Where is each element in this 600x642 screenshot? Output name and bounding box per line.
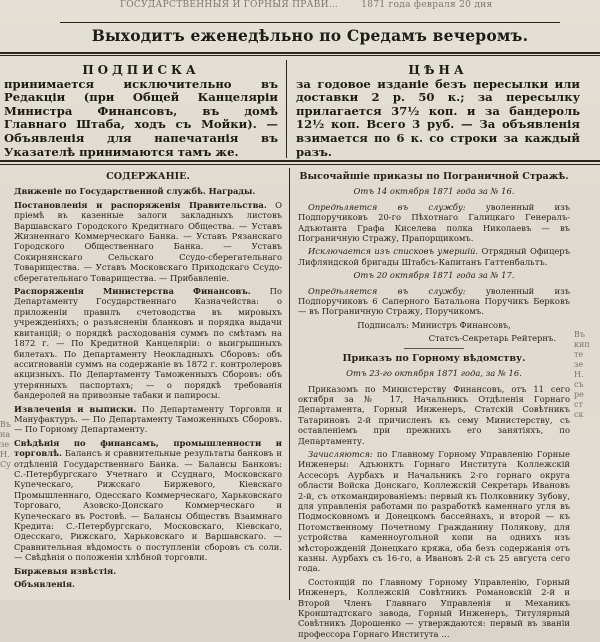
section-separator (404, 348, 464, 349)
contents-item (14, 200, 282, 283)
order-text: уволенный изъ Подпоручиковъ 6 Саперного Батальона Поручикъ Берковъ — въ Пограничную Стражу, Поручикомъ. (298, 285, 571, 317)
right-edge-word: те (574, 350, 584, 359)
right-edge-word: ре (574, 390, 584, 399)
order-text: уволенный изъ Подпоручиковъ 20-го Пѣхотнаго Галицкаго Генералъ-Адъютанта Графа Киселева полка Николаевъ — въ Пограничную Стражу, Прапорщикомъ. (298, 201, 571, 244)
order-paragraph (298, 286, 570, 317)
contents-item-head: Свѣдѣнія по финансамъ, промышленности и торговлѣ. (14, 437, 282, 459)
subscription-divider (286, 60, 287, 158)
order-signature-2: Статсъ-Секретарь Рейтернъ. (428, 333, 556, 344)
contents-item-text: Балансъ и сравнительные результаты банковъ и отдѣленій Государственнаго Банка. — Балансы Банковъ: С.-Петербургскаго Учетнаго и Ссуднаго, Московскаго Купеческаго, Рижскаго Биржевого, Кіевскаго Промышленнаго, Одесскаго Коммерческаго, Харьковскаго Торговаго, Азовско-Донскаго Коммерческаго и Купеческаго въ Ростовѣ. — Балансы Обществъ Взаимнаго Кредита: С.-Петербургскаго, Московскаго, Кіевскаго, Одесскаго, Рижскаго, Харьковскаго и Варшавскаго. — Сравнительная вѣдомость о поступленіи сборовъ съ соли. — Свѣдѣнія о положеніи хлѣбной торговли. (14, 448, 282, 563)
right-edge-word: Н. (574, 370, 584, 379)
order-label: Зачисляются: (308, 448, 373, 459)
orders-mining-title: Приказъ по Горному вѣдомству. (342, 352, 526, 364)
left-edge-bleed (0, 420, 12, 470)
right-edge-word: съ (574, 380, 584, 389)
order-paragraph (298, 449, 570, 574)
order-label: Опредѣляется въ службу: (308, 201, 466, 212)
order-date-2: Отъ 20 октября 1871 года за № 17. (353, 270, 515, 281)
right-edge-word: кип (574, 340, 590, 349)
left-edge-word: на (0, 430, 11, 439)
contents-item (14, 404, 282, 435)
contents-item-head: Движеніе по Государственной службѣ. Награды. (14, 186, 256, 197)
order-paragraph (298, 246, 570, 267)
header-bottom-rule (0, 160, 600, 162)
price-text: за годовое изданіе безъ пересылки или доставки 2 р. 50 к.; за пересылку прилагается 37½ коп. и за бандероль 12½ коп. Всего 3 руб. — За объявленія взимается по 6 к. со строки за каждый разъ. (296, 76, 580, 159)
top-strip-bleedthrough (120, 0, 540, 22)
right-edge-word: Въ (574, 330, 585, 339)
contents-item-head: Распоряженія Министерства Финансовъ. (14, 286, 251, 297)
order-paragraph: Приказомъ по Министерству Финансовъ, отъ 11 сего октября за № 17, Начальникъ Отдѣленія Горнаго Департамента, Горный Инженеръ, Статскій Совѣтникъ Татариновъ 2-й причисленъ къ сему Министерству, съ оставленіемъ при прежнихъ его занятіяхъ, по Департаменту. (298, 383, 570, 446)
column-divider (289, 168, 290, 600)
contents-column (14, 170, 282, 592)
masthead-bottom-rule-thin (0, 55, 600, 56)
contents-item (14, 186, 282, 196)
order-date-1: Отъ 14 октября 1871 года за № 16. (353, 186, 515, 197)
price-block (296, 64, 580, 159)
left-edge-word: Н. (0, 450, 10, 459)
orders-border-guard-title: Высочайшіе приказы по Пограничной Стражѣ. (299, 171, 569, 182)
order-signature-1: Подписалъ: Министръ Финансовъ, (357, 319, 511, 330)
orders-column (298, 170, 570, 642)
contents-item-text: О пріемѣ въ казенные залоги закладныхъ листовъ Варшавскаго Городского Кредитнаго Общества. — Уставъ Жизненнаго Коммерческаго Банка. — Уставъ Рязанскаго Городского Общественнаго Банка. — Уставъ Сокирнянскаго Сельскаго Ссудо-сберегательнаго Товарищества. — Уставъ Московскаго Приходскаго Ссудо-сберегательнаго Товарищества. — Прибавленіе. (14, 199, 282, 283)
contents-item-head: Извлеченія и выписки. (14, 403, 137, 414)
subscription-text: принимается исключительно въ Редакціи (при Общей Канцеляріи Министра Финансовъ, въ домѣ Главнаго Штаба, ходъ съ Мойки). — Объявленія для напечатанія въ Указателѣ принимаются тамъ же. (4, 76, 278, 159)
order-paragraph (298, 202, 570, 244)
order-text: по Главному Горному Управленію Горные Инженеры: Адъюнктъ Горнаго Института Коллежскій Ассесоръ Аурбахъ и Начальникъ 2-го горнаго округа области Войска Донскаго, Коллежскій Секретарь Ивановъ 2-й, съ откомандированіемъ: первый къ Полковнику Зубову, для управленія работами по разработкѣ каменнаго угля въ Подмосковномъ и Донецкомъ бассейнахъ, и второй — къ Потомственному Почетному Гражданину Полякову, для устройства каменноугольной копи на однихъ изъ мѣсторожденій Донецкаго кряжа, оба безъ содержанія отъ казны. Аурбахъ съ 16-го, а Ивановъ 2-й съ 25 августа сего года. (298, 448, 570, 574)
header-bottom-rule-thin (0, 164, 600, 165)
right-edge-word: ск (574, 410, 584, 419)
order-label: Опредѣляется въ службу: (308, 285, 466, 296)
left-edge-word: зе (0, 440, 10, 449)
left-edge-word: Су (0, 460, 11, 469)
contents-item (14, 438, 282, 563)
left-edge-word: Въ (0, 420, 11, 429)
contents-item-text: По Департаменту Торговли и Мануфактуръ. — По Департаменту Таможенныхъ Сборовъ. — По Горному Департаменту. (14, 403, 282, 435)
order-date-3: Отъ 23-го октября 1871 года, за № 16. (346, 368, 522, 379)
order-text: Отрядный Офицеръ Лифляндской бригады Штабсъ-Капитанъ Гаттенбальтъ. (298, 246, 570, 267)
subscription-heading: ПОДПИСКА (82, 63, 200, 77)
masthead-bottom-rule (0, 52, 600, 54)
top-strip-text-1: ГОСУДАРСТВЕННЫЯ И ГОРНЫЯ ПРАВИ… (120, 0, 339, 10)
contents-item (14, 286, 282, 400)
contents-item-head: Объявленія. (14, 579, 75, 590)
right-edge-bleed (574, 330, 600, 420)
contents-item-head: Биржевыя извѣстія. (14, 565, 117, 576)
right-edge-word: ст (574, 400, 583, 409)
order-paragraph: Состоящій по Главному Горному Управленію, Горный Инженеръ, Коллежскій Совѣтникъ Романовскій 2-й и Второй Членъ Главнаго Управленія и Механикъ Кронштадтскаго завода, Горный Инженеръ, Титулярный Совѣтникъ Дорошенко — утверждаются: первый въ званіи профессора Горнаго Института … (298, 576, 570, 639)
contents-list (14, 186, 282, 589)
contents-item-text: По Департаменту Государственнаго Казначейства: о приложеніи правилъ счетоводства въ мировыхъ учрежденіяхъ; о разъясненіи бланковъ и порядка выдачи квитанцій; о порядкѣ расходованія суммъ по смѣтамъ на 1872 г. — По Кредитной Канцеляріи: о выигрышныхъ билетахъ. По Департаменту Неокладныхъ Сборовъ: объ ассигнованіи суммъ на содержаніе въ 1872 г. контролеровъ акцизныхъ. По Департаменту Таможенныхъ Сборовъ: объ утерянныхъ паспортахъ; — о порядкѣ требованія бандеролей на привозные табаки и папиросы. (14, 286, 282, 401)
top-strip-text-2: 1871 года февраля 20 дня (361, 0, 493, 10)
right-edge-word: зе (574, 360, 584, 369)
subscription-block (4, 64, 278, 159)
order-label: Исключается изъ списковъ умершій. (308, 246, 479, 257)
contents-item (14, 579, 282, 589)
contents-title: СОДЕРЖАНІЕ. (106, 171, 190, 182)
contents-item (14, 566, 282, 576)
masthead-title: Выходитъ еженедѣльно по Средамъ вечеромъ. (91, 26, 529, 45)
price-heading: ЦѢНА (408, 63, 468, 77)
contents-item-head: Постановленія и распоряженія Правительства. (14, 199, 267, 210)
